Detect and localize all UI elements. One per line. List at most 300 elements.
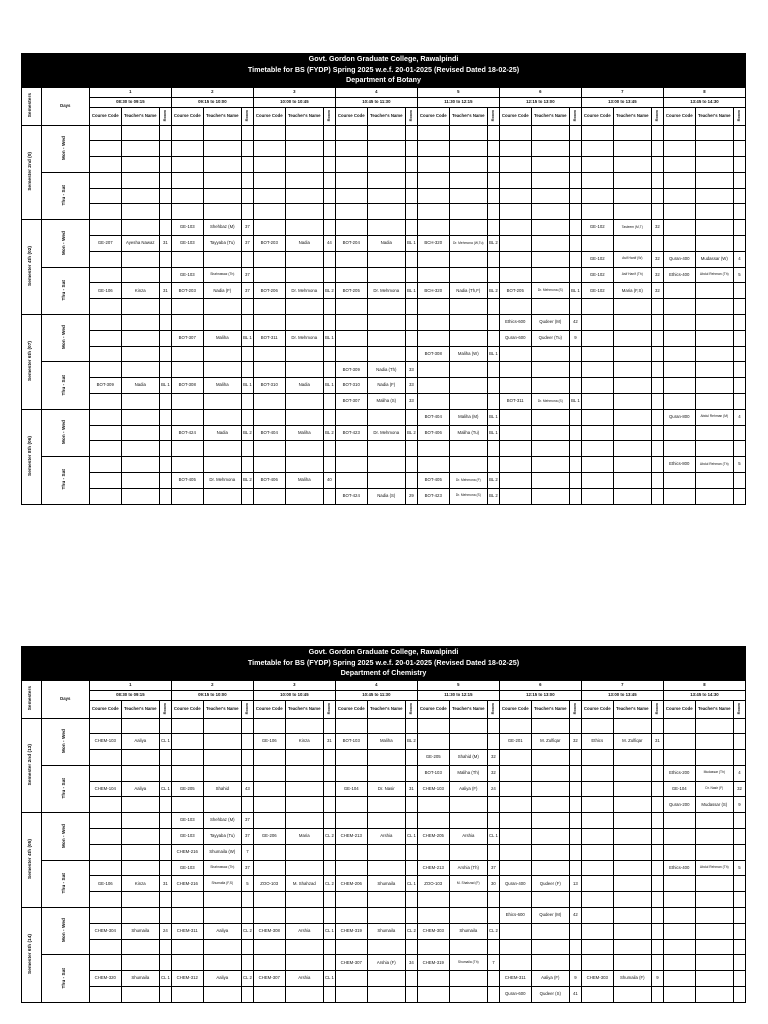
teacher-name-cell — [203, 299, 241, 315]
teacher-name-cell — [285, 797, 323, 813]
teacher-name-cell — [613, 781, 651, 797]
room-cell — [241, 765, 253, 781]
course-code-cell: BOT-204 — [335, 236, 367, 252]
room-cell — [651, 330, 663, 346]
room-header — [405, 700, 417, 718]
course-code-cell: BOT-309 — [335, 362, 367, 378]
room-cell: 42 — [569, 908, 581, 924]
day-cell — [41, 409, 89, 456]
room-cell — [323, 409, 335, 425]
teacher-name-cell — [367, 157, 405, 173]
slot-time: 11:30 to 12:15 — [417, 97, 499, 107]
course-code-cell — [499, 236, 531, 252]
course-code-cell — [417, 987, 449, 1003]
teacher-name-cell — [613, 362, 651, 378]
room-cell — [569, 425, 581, 441]
day-label: Thu - Sat — [61, 374, 67, 396]
course-code-cell — [499, 750, 531, 766]
teacher-name-cell — [367, 908, 405, 924]
teacher-name-cell — [285, 781, 323, 797]
room-label: Room — [408, 109, 414, 121]
teacher-name-cell — [121, 473, 159, 489]
room-cell — [159, 939, 171, 955]
course-code-cell — [663, 378, 695, 394]
course-code-cell — [499, 425, 531, 441]
room-cell — [323, 908, 335, 924]
room-cell — [323, 860, 335, 876]
room-cell — [569, 860, 581, 876]
course-code-cell — [335, 251, 367, 267]
teacher-name-cell — [695, 125, 733, 141]
course-code-cell — [171, 204, 203, 220]
room-cell — [241, 172, 253, 188]
room-cell — [241, 908, 253, 924]
teacher-name-cell — [449, 251, 487, 267]
course-code-cell — [663, 425, 695, 441]
table-row — [22, 765, 746, 781]
teacher-name-cell — [695, 236, 733, 252]
day-cell — [41, 125, 89, 172]
slot-number: 2 — [171, 680, 253, 690]
table-row — [22, 141, 746, 157]
room-cell — [569, 409, 581, 425]
day-cell — [41, 765, 89, 812]
semester-label: Semester 4th (05) — [28, 839, 34, 880]
course-code-cell — [581, 765, 613, 781]
teacher-name-cell: Ayesha Nawaz — [121, 236, 159, 252]
table-row — [22, 251, 746, 267]
room-label: Room — [326, 109, 332, 121]
room-header — [651, 700, 663, 718]
room-cell — [733, 734, 745, 750]
table-row — [22, 125, 746, 141]
teacher-name-cell: Mudassar (W) — [695, 251, 733, 267]
teacher-name-cell — [695, 188, 733, 204]
course-code-cell: GE-104 — [663, 781, 695, 797]
teacher-name-cell — [531, 267, 569, 283]
teacher-name-cell — [695, 394, 733, 410]
room-cell — [159, 394, 171, 410]
room-cell: BL 2 — [405, 734, 417, 750]
teacher-name-cell — [695, 157, 733, 173]
room-cell — [651, 425, 663, 441]
teacher-name-cell: Shehbaz (M) — [203, 220, 241, 236]
course-code-cell — [417, 378, 449, 394]
room-cell: 5 — [733, 267, 745, 283]
teacher-name-cell — [449, 172, 487, 188]
room-cell — [405, 141, 417, 157]
teacher-name-cell — [203, 409, 241, 425]
teacher-name-cell — [449, 813, 487, 829]
teacher-name-cell — [367, 188, 405, 204]
room-cell: 4 — [733, 765, 745, 781]
course-code-cell — [89, 488, 121, 504]
room-cell: BL 1 — [405, 236, 417, 252]
teacher-name-cell — [285, 892, 323, 908]
room-header — [733, 700, 745, 718]
room-cell — [733, 813, 745, 829]
table-row — [22, 441, 746, 457]
course-code-cell — [663, 939, 695, 955]
table-row — [22, 394, 746, 410]
course-code-cell: CHEM-213 — [335, 829, 367, 845]
course-code-cell — [581, 781, 613, 797]
teacher-name-cell — [203, 362, 241, 378]
teacher-name-cell — [121, 394, 159, 410]
semester-cell — [22, 908, 42, 1003]
course-code-cell — [335, 718, 367, 734]
course-code-cell — [253, 299, 285, 315]
teacher-name-cell: Maliha — [285, 425, 323, 441]
slot-number: 5 — [417, 680, 499, 690]
room-label: Room — [654, 109, 660, 121]
room-header — [569, 700, 581, 718]
teacher-name-cell — [285, 813, 323, 829]
teacher-name-cell — [121, 188, 159, 204]
course-code-cell — [335, 987, 367, 1003]
course-code-cell — [663, 299, 695, 315]
course-code-cell: BOT-307 — [171, 330, 203, 346]
course-code-cell — [253, 267, 285, 283]
slot-time: 10:00 to 10:45 — [253, 97, 335, 107]
teacher-name-cell — [121, 488, 159, 504]
header-slot-numbers — [22, 87, 746, 97]
room-cell — [651, 188, 663, 204]
teacher-name-cell — [695, 750, 733, 766]
teacher-name-cell: Dr. Mehmona — [367, 425, 405, 441]
course-code-cell: BOT-203 — [253, 236, 285, 252]
course-code-cell: GE-201 — [499, 734, 531, 750]
table-row — [22, 892, 746, 908]
course-code-cell — [253, 939, 285, 955]
room-cell — [733, 844, 745, 860]
course-code-cell — [335, 457, 367, 473]
teacher-name-cell — [613, 441, 651, 457]
room-cell — [569, 829, 581, 845]
course-code-cell: GE-103 — [171, 829, 203, 845]
slot-number: 4 — [335, 680, 417, 690]
course-code-cell: CHEM-320 — [89, 971, 121, 987]
room-cell — [733, 157, 745, 173]
course-code-cell — [335, 346, 367, 362]
course-code-cell — [171, 750, 203, 766]
course-code-cell — [417, 204, 449, 220]
teacher-name-cell — [449, 718, 487, 734]
room-cell — [241, 457, 253, 473]
slot-time: 12:15 to 13:00 — [499, 690, 581, 700]
room-cell — [405, 813, 417, 829]
teacher-name-header: Teacher's Name — [203, 700, 241, 718]
teacher-name-cell — [531, 797, 569, 813]
semester-cell — [22, 718, 42, 813]
course-code-cell — [89, 813, 121, 829]
table-row — [22, 860, 746, 876]
room-cell — [323, 188, 335, 204]
course-code-cell — [417, 220, 449, 236]
room-cell — [651, 299, 663, 315]
room-cell: BL 1 — [323, 378, 335, 394]
slot-number: 8 — [663, 87, 745, 97]
teacher-name-cell — [613, 141, 651, 157]
teacher-name-cell — [203, 457, 241, 473]
teacher-name-cell — [613, 425, 651, 441]
teacher-name-cell — [285, 955, 323, 971]
teacher-name-cell — [613, 750, 651, 766]
course-code-cell: BOT-310 — [335, 378, 367, 394]
teacher-name-cell: Maliha (Tu) — [449, 425, 487, 441]
course-code-cell — [499, 299, 531, 315]
course-code-cell — [171, 188, 203, 204]
teacher-name-cell — [121, 441, 159, 457]
room-cell — [569, 939, 581, 955]
teacher-name-header: Teacher's Name — [449, 107, 487, 125]
room-cell — [405, 204, 417, 220]
course-code-cell — [89, 220, 121, 236]
room-cell — [651, 394, 663, 410]
teacher-name-cell — [613, 844, 651, 860]
course-code-cell — [335, 797, 367, 813]
room-cell — [323, 718, 335, 734]
room-cell — [651, 765, 663, 781]
table-row — [22, 813, 746, 829]
teacher-name-cell — [613, 860, 651, 876]
teacher-name-cell — [367, 765, 405, 781]
teacher-name-cell — [613, 457, 651, 473]
room-cell: 37 — [487, 860, 499, 876]
room-cell — [159, 425, 171, 441]
teacher-name-cell: Nadia — [121, 378, 159, 394]
teacher-name-cell — [531, 141, 569, 157]
day-cell — [41, 718, 89, 765]
slot-number: 1 — [89, 87, 171, 97]
course-code-cell — [499, 488, 531, 504]
room-cell — [651, 236, 663, 252]
teacher-name-cell — [531, 829, 569, 845]
room-cell — [733, 236, 745, 252]
room-cell — [487, 141, 499, 157]
table-row — [22, 473, 746, 489]
teacher-name-cell — [121, 267, 159, 283]
room-cell: 31 — [159, 283, 171, 299]
slot-number: 4 — [335, 87, 417, 97]
teacher-name-cell — [367, 267, 405, 283]
course-code-cell — [581, 457, 613, 473]
course-code-cell — [663, 971, 695, 987]
course-code-cell — [499, 765, 531, 781]
course-code-cell: BOT-423 — [335, 425, 367, 441]
course-code-cell — [417, 188, 449, 204]
course-code-cell — [499, 939, 531, 955]
course-code-cell: GE-102 — [581, 267, 613, 283]
teacher-name-cell — [695, 204, 733, 220]
course-code-cell: BOT-406 — [417, 425, 449, 441]
course-code-cell: CHEM-216 — [171, 844, 203, 860]
course-code-cell — [581, 939, 613, 955]
day-cell — [41, 315, 89, 362]
teacher-name-cell — [121, 797, 159, 813]
teacher-name-cell — [613, 378, 651, 394]
course-code-cell — [335, 892, 367, 908]
room-cell — [323, 750, 335, 766]
room-cell: 24 — [159, 923, 171, 939]
teacher-name-cell: M. Shahzad — [285, 876, 323, 892]
table-row — [22, 330, 746, 346]
table-row — [22, 188, 746, 204]
teacher-name-cell: Arshia (F) — [367, 955, 405, 971]
teacher-name-cell — [449, 971, 487, 987]
room-cell — [241, 718, 253, 734]
course-code-cell: CHEM-311 — [171, 923, 203, 939]
room-cell — [159, 844, 171, 860]
room-cell — [651, 457, 663, 473]
room-cell — [405, 860, 417, 876]
teacher-name-header: Teacher's Name — [695, 700, 733, 718]
teacher-name-cell — [285, 362, 323, 378]
table-row — [22, 971, 746, 987]
course-code-cell — [89, 204, 121, 220]
course-code-cell — [89, 299, 121, 315]
course-code-cell — [499, 204, 531, 220]
room-cell: BL 1 — [487, 346, 499, 362]
days-header: Days — [41, 680, 89, 718]
day-label: Thu - Sat — [61, 967, 67, 989]
room-cell — [323, 141, 335, 157]
teacher-name-cell — [203, 188, 241, 204]
room-cell — [733, 362, 745, 378]
teacher-name-cell — [203, 141, 241, 157]
room-cell — [569, 346, 581, 362]
teacher-name-cell — [531, 750, 569, 766]
teacher-name-cell — [695, 425, 733, 441]
teacher-name-cell — [531, 251, 569, 267]
room-cell — [159, 409, 171, 425]
course-code-cell: ZOO-103 — [253, 876, 285, 892]
teacher-name-header: Teacher's Name — [285, 107, 323, 125]
teacher-name-cell — [367, 330, 405, 346]
course-code-cell — [663, 188, 695, 204]
room-cell — [487, 394, 499, 410]
slot-number: 3 — [253, 680, 335, 690]
course-code-cell — [89, 157, 121, 173]
room-cell — [569, 220, 581, 236]
teacher-name-cell — [285, 718, 323, 734]
room-cell: 43 — [241, 781, 253, 797]
room-cell — [733, 188, 745, 204]
teacher-name-cell — [695, 488, 733, 504]
course-code-cell — [335, 125, 367, 141]
teacher-name-cell — [285, 908, 323, 924]
day-label: Mon - Wed — [61, 420, 67, 445]
course-code-cell: Quran-400 — [499, 876, 531, 892]
course-code-cell — [253, 457, 285, 473]
course-code-header: Course Code — [89, 700, 121, 718]
room-cell — [569, 488, 581, 504]
teacher-name-cell — [695, 939, 733, 955]
room-cell — [405, 765, 417, 781]
teacher-name-header: Teacher's Name — [695, 107, 733, 125]
teacher-name-cell — [695, 955, 733, 971]
teacher-name-cell — [367, 315, 405, 331]
teacher-name-cell: Dr. Mehmona (S) — [449, 488, 487, 504]
title-line: Timetable for BS (FYDP) Spring 2025 w.e.f. 20-01-2025 (Revised Dated 18-02-25) — [247, 64, 520, 74]
course-code-cell — [417, 971, 449, 987]
teacher-name-cell: Nadia (Th) — [367, 362, 405, 378]
course-code-cell: CHEM-304 — [89, 923, 121, 939]
teacher-name-cell — [121, 987, 159, 1003]
teacher-name-cell — [613, 473, 651, 489]
teacher-name-cell: Aaliya (F) — [531, 971, 569, 987]
course-code-cell: GE-102 — [581, 220, 613, 236]
teacher-name-cell — [203, 488, 241, 504]
room-cell — [651, 908, 663, 924]
teacher-name-cell — [531, 236, 569, 252]
teacher-name-cell: Maliha — [367, 734, 405, 750]
room-cell — [651, 955, 663, 971]
teacher-name-cell — [285, 157, 323, 173]
room-cell: CL 2 — [241, 923, 253, 939]
room-cell — [159, 718, 171, 734]
teacher-name-cell — [449, 441, 487, 457]
course-code-cell — [89, 987, 121, 1003]
teacher-name-cell — [613, 955, 651, 971]
course-code-cell — [253, 987, 285, 1003]
semester-label: Semester 2nd (13) — [28, 743, 34, 786]
teacher-name-cell — [531, 125, 569, 141]
room-cell: CL 1 — [323, 923, 335, 939]
room-cell — [651, 939, 663, 955]
teacher-name-cell — [367, 299, 405, 315]
timetable-grid — [21, 680, 746, 1003]
room-cell: 37 — [241, 829, 253, 845]
room-cell — [569, 473, 581, 489]
room-label: Room — [572, 702, 578, 714]
course-code-cell: GE-102 — [581, 283, 613, 299]
teacher-name-cell — [203, 765, 241, 781]
course-code-cell — [253, 141, 285, 157]
room-cell — [241, 441, 253, 457]
room-cell — [487, 813, 499, 829]
course-code-cell: CHEM-307 — [253, 971, 285, 987]
room-cell — [651, 813, 663, 829]
room-cell — [405, 892, 417, 908]
semesters-header — [22, 87, 42, 125]
course-code-cell — [89, 394, 121, 410]
course-code-cell — [89, 441, 121, 457]
room-cell — [241, 346, 253, 362]
course-code-cell: GE-106 — [89, 876, 121, 892]
slot-number: 5 — [417, 87, 499, 97]
course-code-cell: Ethics-200 — [663, 765, 695, 781]
room-cell — [323, 125, 335, 141]
room-cell — [487, 330, 499, 346]
teacher-name-cell — [367, 473, 405, 489]
room-cell — [241, 892, 253, 908]
room-cell — [159, 473, 171, 489]
teacher-name-cell — [449, 141, 487, 157]
teacher-name-cell — [203, 908, 241, 924]
room-cell — [651, 892, 663, 908]
teacher-name-cell — [449, 844, 487, 860]
course-code-cell — [253, 251, 285, 267]
course-code-cell: BOT-423 — [417, 488, 449, 504]
room-cell — [487, 220, 499, 236]
course-code-header: Course Code — [663, 107, 695, 125]
course-code-cell — [499, 718, 531, 734]
teacher-name-cell — [121, 955, 159, 971]
room-cell — [733, 473, 745, 489]
room-cell — [241, 409, 253, 425]
teacher-name-cell: Maliha (S) — [367, 394, 405, 410]
